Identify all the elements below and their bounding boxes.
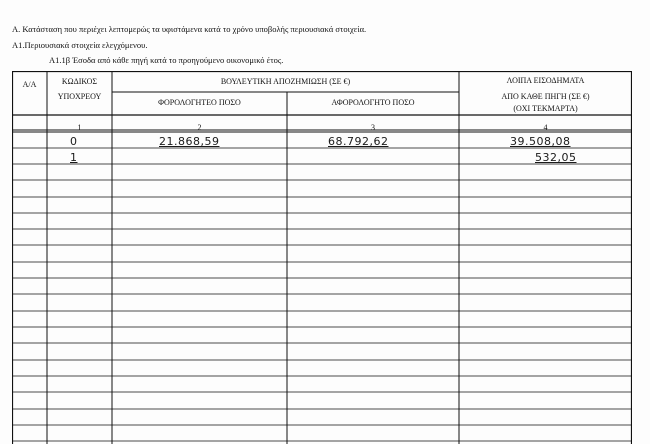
col-header-aa: Α/Α bbox=[22, 80, 37, 89]
col-number-3: 3 bbox=[371, 123, 375, 132]
row1-kodikos-value: 0 bbox=[70, 135, 78, 148]
col-header-loipa bbox=[459, 76, 632, 114]
section-title: Α. Κατάσταση που περιέχει λεπτομερώς τα υφιστάμενα κατά το χρόνο υποβολής περιουσιακά στοιχεία. bbox=[12, 24, 367, 34]
row1-aforologito-value: 68.792,62 bbox=[328, 135, 389, 148]
col-header-bouleutiki: ΒΟΥΛΕΥΤΙΚΗ ΑΠΟΖΗΜΙΩΣΗ (ΣΕ €) bbox=[220, 77, 351, 86]
row1-forologiteo-value: 21.868,59 bbox=[159, 135, 220, 148]
row2-loipa-value: 532,05 bbox=[535, 151, 577, 164]
col-number-4: 4 bbox=[543, 123, 548, 132]
subsection-title: Α1.Περιουσιακά στοιχεία ελεγχόμενου. bbox=[12, 40, 148, 50]
col-header-kodikos-line2: ΥΠΟΧΡΕΟΥ bbox=[57, 92, 102, 101]
row1-loipa-value: 39.508,08 bbox=[510, 135, 571, 148]
col-header-loipa-line3: (ΟΧΙ ΤΕΚΜΑΡΤΑ) bbox=[513, 104, 578, 113]
col-header-forologiteo: ΦΟΡΟΛΟΓΗΤΕΟ ΠΟΣΟ bbox=[158, 98, 241, 107]
col-header-loipa-line1: ΛΟΙΠΑ ΕΙΣΟΔΗΜΑΤΑ bbox=[506, 76, 585, 85]
row2-kodikos-value: 1 bbox=[70, 151, 78, 164]
table-caption: Α1.1β Έσοδα από κάθε πηγή κατά το προηγούμενο οικονομικό έτος. bbox=[49, 55, 284, 65]
col-header-kodikos bbox=[47, 77, 112, 102]
income-table bbox=[12, 71, 632, 444]
col-header-kodikos-line1: ΚΩΔΙΚΟΣ bbox=[61, 77, 98, 86]
col-header-loipa-line2: ΑΠΟ ΚΑΘΕ ΠΗΓΗ (ΣΕ €) bbox=[501, 92, 590, 101]
col-header-aforologito: ΑΦΟΡΟΛΟΓΗΤΟ ΠΟΣΟ bbox=[331, 98, 415, 107]
col-number-2: 2 bbox=[197, 123, 202, 132]
col-number-1: 1 bbox=[77, 123, 82, 132]
